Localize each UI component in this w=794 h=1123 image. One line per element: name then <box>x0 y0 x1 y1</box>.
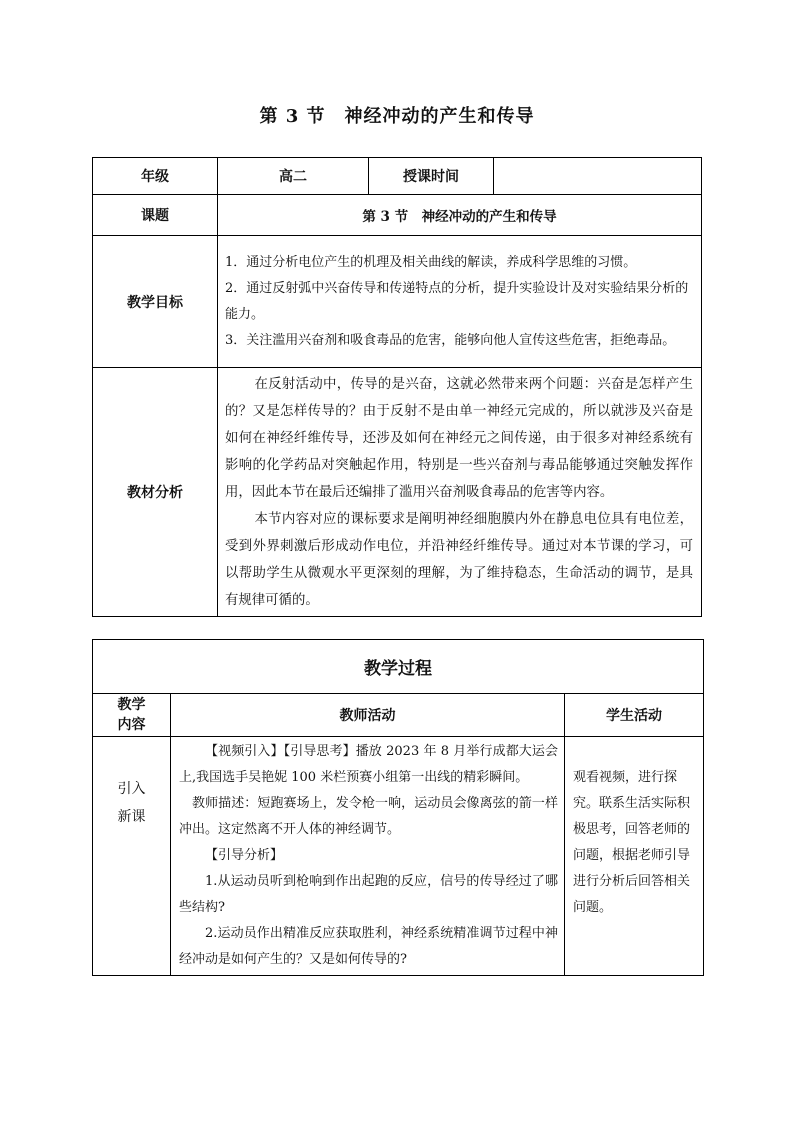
grade-value: 高二 <box>218 158 369 195</box>
process-heading: 教学过程 <box>93 640 704 694</box>
student-column-header: 学生活动 <box>565 694 704 737</box>
lesson-info-table <box>92 157 702 617</box>
goals-cell <box>218 236 702 368</box>
analysis-paragraph: 本节内容对应的课标要求是阐明神经细胞膜内外在静息电位具有电位差，受到外界刺激后形成动作电位，并沿神经纤维传导。通过对本节课的学习，可以帮助学生从微观水平更深刻的理解，为了维持稳态，生命活动的调节，是具有规律可循的。 <box>225 512 693 608</box>
content-header-line: 教学 <box>117 697 146 713</box>
content-column-header <box>93 694 171 737</box>
analysis-cell <box>218 368 702 617</box>
teacher-activity-cell <box>171 737 565 976</box>
section-label-line: 新课 <box>117 809 146 825</box>
time-value <box>494 158 702 195</box>
section-label <box>93 737 171 976</box>
teacher-paragraph: 2.运动员作出精准反应获取胜利，神经系统精准调节过程中神经冲动是如何产生的？又是如何传导的? <box>179 926 558 967</box>
goals-label: 教学目标 <box>93 236 218 368</box>
teacher-paragraph: 教师描述：短跑赛场上，发令枪一响，运动员会像离弦的箭一样冲出。这定然离不开人体的神经调节。 <box>179 796 558 837</box>
goal-item: 2．通过反射弧中兴奋传导和传递特点的分析，提升实验设计及对实验结果分析的能力。 <box>225 280 689 322</box>
topic-label: 课题 <box>93 195 218 236</box>
grade-label: 年级 <box>93 158 218 195</box>
teacher-paragraph: 【引导分析】 <box>205 848 284 863</box>
goal-item: 1．通过分析电位产生的机理及相关曲线的解读，养成科学思维的习惯。 <box>225 254 637 270</box>
student-activity-text: 观看视频，进行探究。联系生活实际积极思考，回答老师的问题，根据老师引导进行分析后回答相关问题。 <box>573 770 691 915</box>
analysis-label: 教材分析 <box>93 368 218 617</box>
time-label: 授课时间 <box>369 158 494 195</box>
teacher-column-header: 教师活动 <box>171 694 565 737</box>
teacher-paragraph: 1.从运动员听到枪响到作出起跑的反应，信号的传导经过了哪些结构? <box>179 874 558 915</box>
page-title: 第 3 节 神经冲动的产生和传导 <box>259 106 535 127</box>
student-activity-cell <box>565 737 704 976</box>
teaching-process-table <box>92 639 704 976</box>
topic-value: 第 3 节 神经冲动的产生和传导 <box>218 195 702 236</box>
content-header-line: 内容 <box>117 717 146 733</box>
analysis-paragraph: 在反射活动中，传导的是兴奋，这就必然带来两个问题：兴奋是怎样产生的？又是怎样传导的？由于反射不是由单一神经元完成的，所以就涉及兴奋是如何在神经纤维传导，还涉及如何在神经元之间传递，由于很多对神经系统有影响的化学药品对突触起作用，特别是一些兴奋剂与毒品能够通过突触发挥作用，因此本节在最后还编排了滥用兴奋剂吸食毒品的危害等内容。 <box>225 377 693 500</box>
goal-item: 3．关注滥用兴奋剂和吸食毒品的危害，能够向他人宣传这些危害，拒绝毒品。 <box>225 332 676 348</box>
section-label-line: 引入 <box>117 781 146 797</box>
teacher-paragraph: 【视频引入】【引导思考】播放 2023 年 8 月举行成都大运会上,我国选手吴艳妮 100 米栏预赛小组第一出线的精彩瞬间。 <box>179 744 558 785</box>
